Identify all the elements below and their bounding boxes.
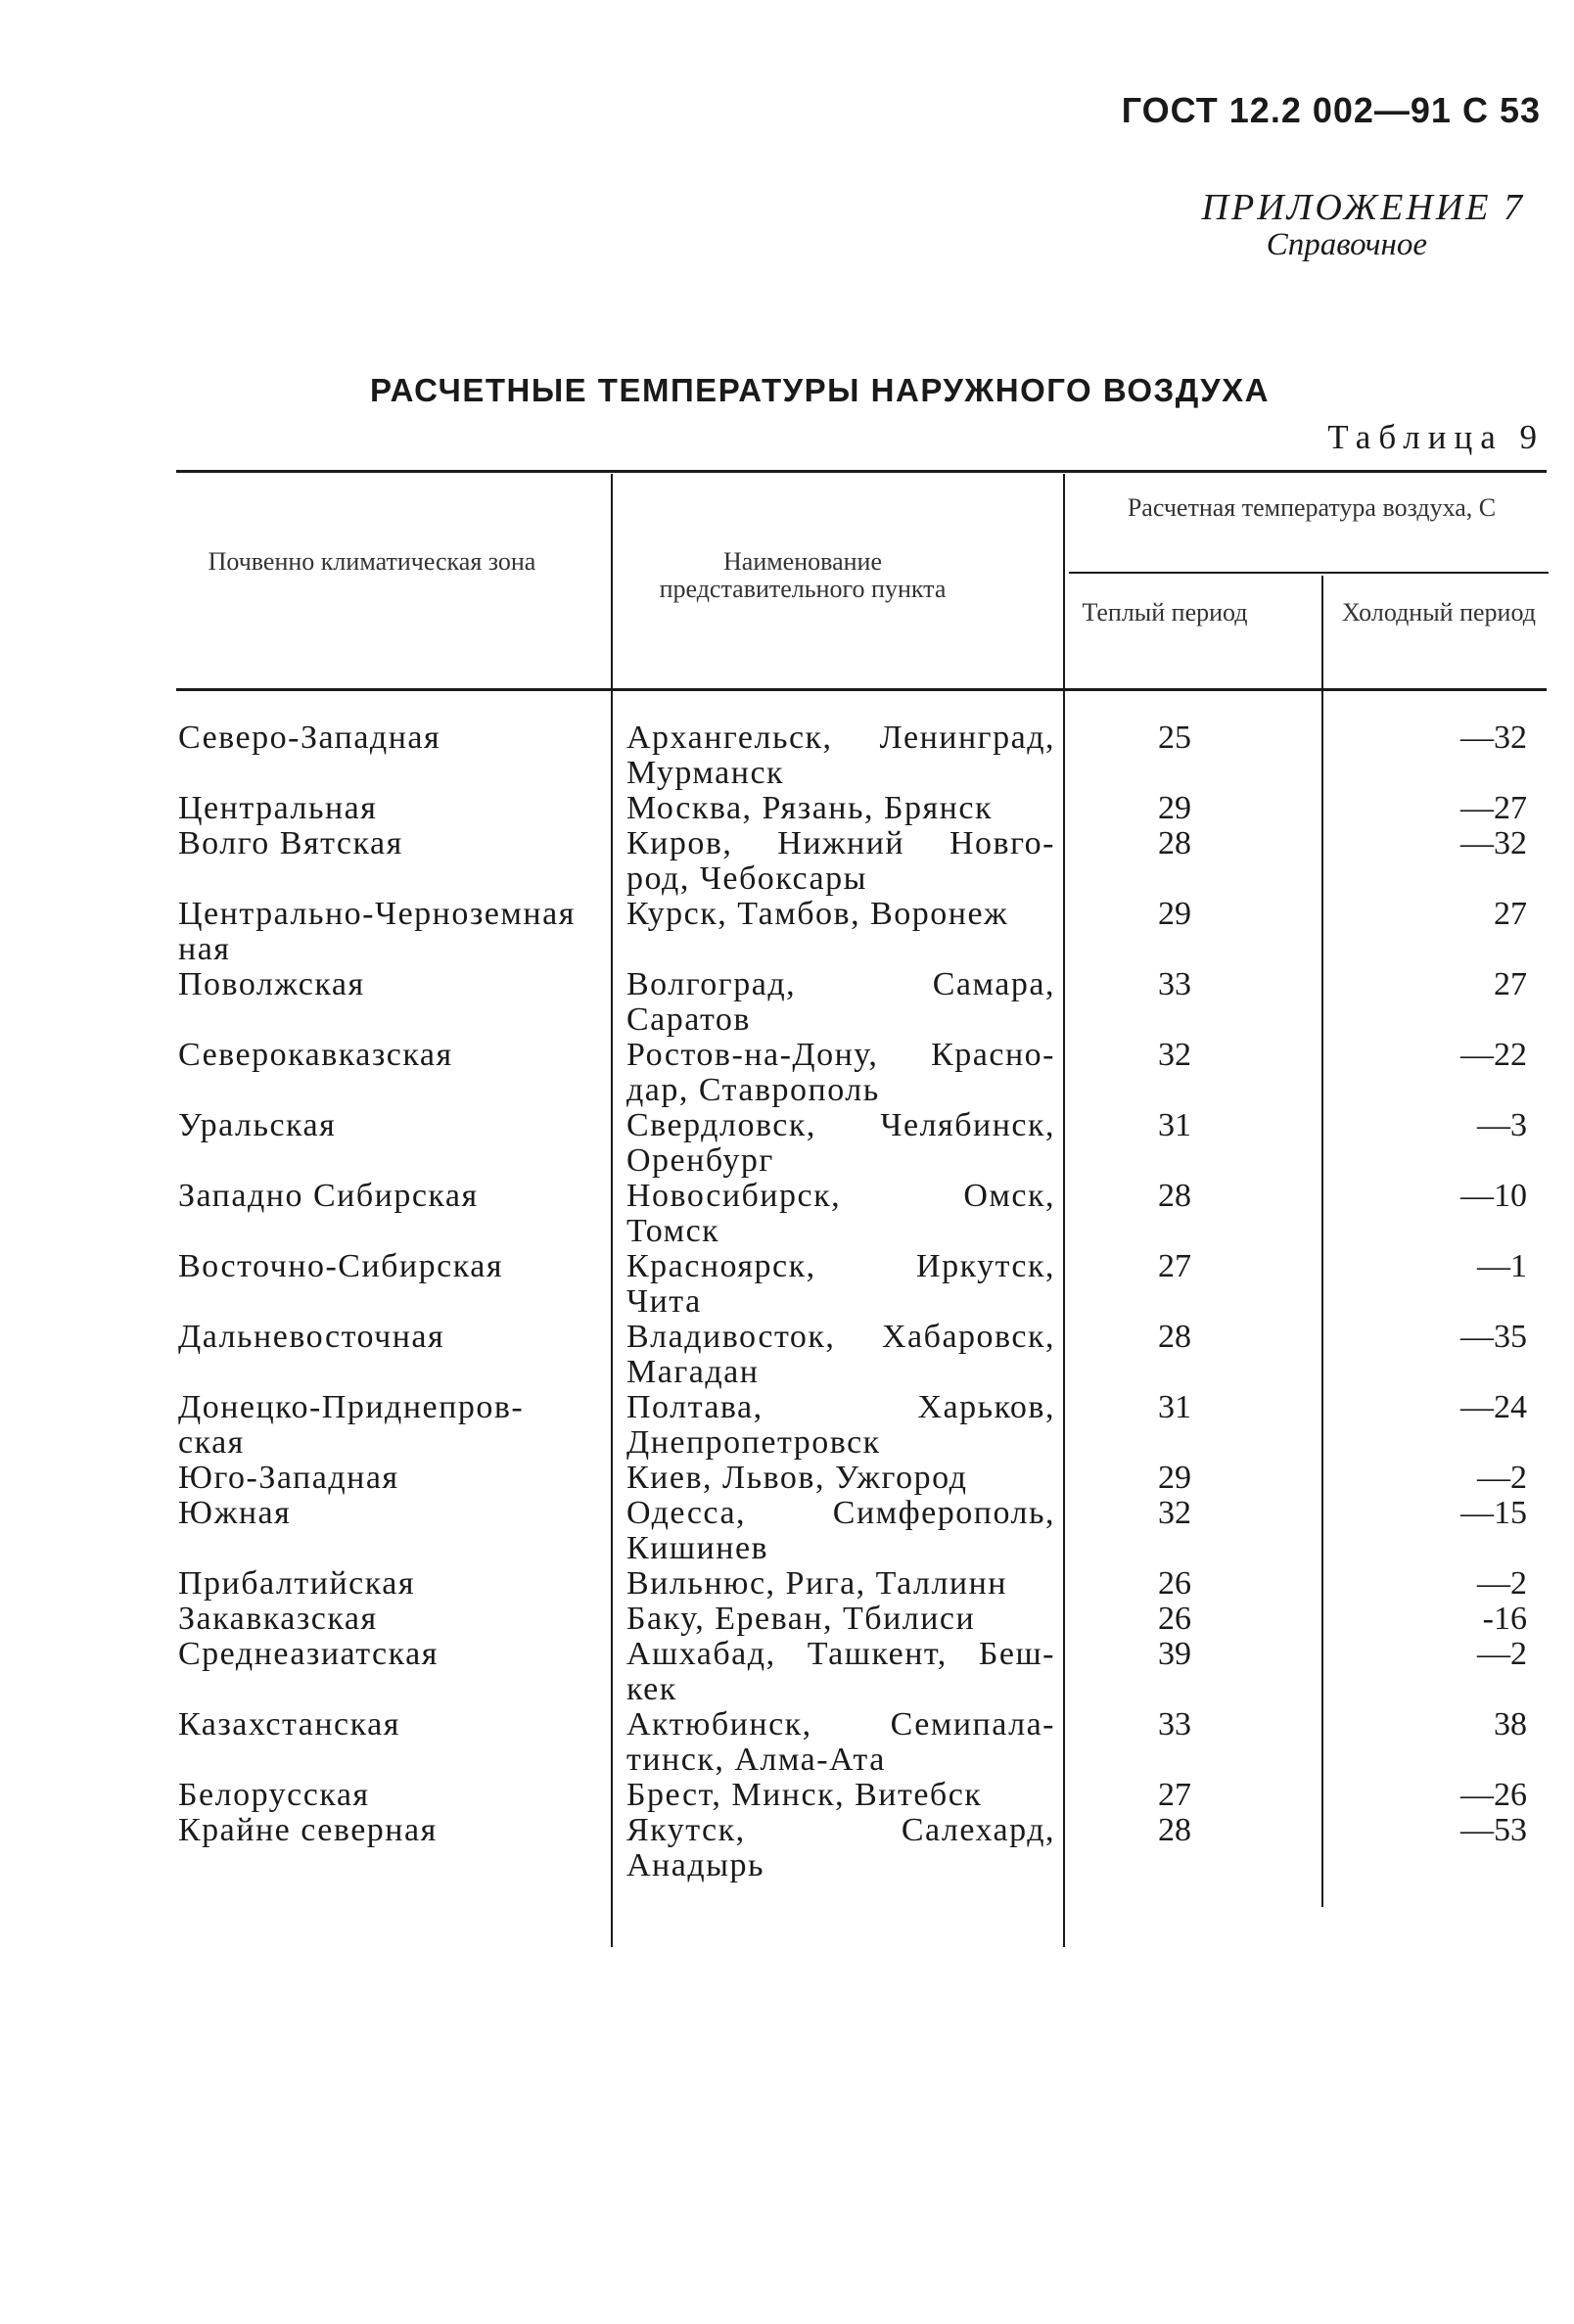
cell-point-line: Якутск, Салехард, — [626, 1812, 1055, 1848]
table-row — [0, 1778, 1574, 1813]
cell-point — [626, 1496, 1055, 1566]
cell-warm: 28 — [1158, 1319, 1191, 1355]
cell-warm: 29 — [1158, 790, 1191, 826]
table-row — [0, 1461, 1574, 1496]
cell-zone — [178, 1778, 589, 1813]
cell-zone-line: ская — [178, 1424, 245, 1461]
cell-warm: 26 — [1158, 1565, 1191, 1602]
cell-cold: —2 — [1477, 1460, 1527, 1496]
cell-point — [626, 1249, 1055, 1320]
cell-point — [626, 1637, 1055, 1707]
cell-zone-line: Юго-Западная — [178, 1460, 399, 1496]
cell-point-line: Свердловск, Челябинск, — [626, 1107, 1055, 1143]
cell-cold: —53 — [1460, 1812, 1527, 1848]
cell-point-line: Курск, Тамбов, Воронеж — [626, 896, 1009, 932]
cell-zone — [178, 1602, 589, 1637]
column-header-temperature: Расчетная температура воздуха, С — [1127, 493, 1497, 522]
cell-zone-line: Северо-Западная — [178, 720, 441, 756]
table-row — [0, 1249, 1574, 1320]
cell-warm: 28 — [1158, 1178, 1191, 1214]
table-row — [0, 720, 1574, 791]
cell-zone-line: Дальневосточная — [178, 1319, 445, 1355]
cell-zone-line: Среднеазиатская — [178, 1636, 439, 1672]
cell-zone — [178, 1637, 589, 1672]
cell-point — [626, 1778, 1055, 1813]
cell-point-line: Томск — [626, 1213, 720, 1249]
cell-zone-line: Центральная — [178, 790, 378, 826]
cell-zone — [178, 1496, 589, 1531]
table-header-bottom-rule — [176, 688, 1547, 691]
cell-zone — [178, 1566, 589, 1602]
cell-cold: —35 — [1460, 1319, 1527, 1355]
cell-zone — [178, 1108, 589, 1143]
cell-point-line: дар, Ставрополь — [626, 1072, 880, 1108]
cell-point-line: Владивосток, Хабаровск, — [626, 1319, 1055, 1355]
cell-zone-line: Волго Вятская — [178, 825, 403, 861]
cell-zone-line: Крайне северная — [178, 1812, 438, 1848]
cell-zone — [178, 791, 589, 826]
cell-warm: 31 — [1158, 1107, 1191, 1143]
cell-point — [626, 1390, 1055, 1461]
cell-point-line: кек — [626, 1671, 677, 1707]
table-row — [0, 1813, 1574, 1883]
cell-point-line: Киров, Нижний Новго- — [626, 825, 1055, 861]
column-header-zone: Почвенно климатическая зона — [208, 547, 536, 576]
cell-zone-line: Уральская — [178, 1107, 337, 1143]
cell-zone — [178, 1038, 589, 1073]
cell-warm: 26 — [1158, 1601, 1191, 1637]
table-top-rule — [176, 470, 1547, 473]
cell-point — [626, 1320, 1055, 1390]
cell-point-line: Ростов-на-Дону, Красно- — [626, 1037, 1055, 1073]
cell-point — [626, 1602, 1055, 1637]
cell-point-line: Брест, Минск, Витебск — [626, 1777, 983, 1813]
cell-zone-line: Закавказская — [178, 1601, 378, 1637]
cell-point — [626, 1566, 1055, 1602]
cell-cold: —2 — [1477, 1636, 1527, 1672]
cell-zone-line: Центрально-Черноземная — [178, 896, 576, 932]
cell-zone-line: Восточно-Сибирская — [178, 1248, 503, 1284]
cell-cold: 27 — [1494, 966, 1527, 1002]
cell-zone-line: ная — [178, 931, 231, 967]
cell-zone — [178, 1461, 589, 1496]
cell-point — [626, 1461, 1055, 1496]
cell-point — [626, 1179, 1055, 1249]
column-header-point: Наименование представительного пункта — [659, 547, 947, 603]
cell-zone-line: Прибалтийская — [178, 1565, 415, 1602]
cell-point-line: Красноярск, Иркутск, — [626, 1248, 1055, 1284]
table-row — [0, 791, 1574, 826]
cell-point-line: Мурманск — [626, 755, 785, 791]
cell-zone — [178, 897, 589, 967]
table-row — [0, 1602, 1574, 1637]
cell-point-line: Полтава, Харьков, — [626, 1389, 1055, 1425]
cell-point-line: Актюбинск, Семипала- — [626, 1706, 1055, 1743]
cell-warm: 28 — [1158, 1812, 1191, 1848]
column-header-cold: Холодный период — [1342, 598, 1536, 627]
cell-cold: —27 — [1460, 790, 1527, 826]
cell-point-line: Анадырь — [626, 1847, 764, 1883]
page-header: ГОСТ 12.2 002—91 С 53 — [1121, 90, 1541, 130]
table-row — [0, 1496, 1574, 1566]
cell-cold: —15 — [1460, 1495, 1527, 1531]
table-row — [0, 1390, 1574, 1461]
cell-zone — [178, 1813, 589, 1848]
cell-zone-line: Поволжская — [178, 966, 365, 1002]
cell-warm: 29 — [1158, 1460, 1191, 1496]
cell-point-line: Баку, Ереван, Тбилиси — [626, 1601, 976, 1637]
cell-warm: 28 — [1158, 825, 1191, 861]
cell-warm: 32 — [1158, 1037, 1191, 1073]
table-row — [0, 1108, 1574, 1179]
cell-cold: —26 — [1460, 1777, 1527, 1813]
cell-point-line: Волгоград, Самара, — [626, 966, 1055, 1002]
cell-zone — [178, 720, 589, 756]
cell-point-line: Оренбург — [626, 1142, 774, 1179]
table-row — [0, 897, 1574, 967]
cell-point-line: Вильнюс, Рига, Таллинн — [626, 1565, 1008, 1602]
cell-zone — [178, 967, 589, 1002]
cell-zone — [178, 1707, 589, 1743]
cell-cold: —2 — [1477, 1565, 1527, 1602]
cell-cold: —3 — [1477, 1107, 1527, 1143]
table-row — [0, 1038, 1574, 1108]
cell-warm: 33 — [1158, 966, 1191, 1002]
cell-point-line: Кишинев — [626, 1530, 769, 1566]
cell-cold: —32 — [1460, 825, 1527, 861]
cell-cold: 38 — [1494, 1706, 1527, 1743]
cell-point — [626, 720, 1055, 791]
table-row — [0, 1637, 1574, 1707]
cell-point-line: тинск, Алма-Ата — [626, 1742, 886, 1778]
cell-point-line: Новосибирск, Омск, — [626, 1178, 1055, 1214]
cell-zone — [178, 826, 589, 861]
table-row — [0, 826, 1574, 897]
cell-point-line: Чита — [626, 1283, 702, 1320]
cell-point-line: Одесса, Симферополь, — [626, 1495, 1055, 1531]
cell-zone-line: Белорусская — [178, 1777, 370, 1813]
cell-warm: 32 — [1158, 1495, 1191, 1531]
cell-cold: 27 — [1494, 896, 1527, 932]
cell-point-line: род, Чебоксары — [626, 860, 867, 897]
cell-zone — [178, 1179, 589, 1214]
cell-zone-line: Западно Сибирская — [178, 1178, 479, 1214]
cell-warm: 27 — [1158, 1777, 1191, 1813]
cell-cold: —10 — [1460, 1178, 1527, 1214]
cell-zone-line: Южная — [178, 1495, 292, 1531]
column-header-warm: Теплый период — [1082, 598, 1248, 627]
table-row — [0, 1179, 1574, 1249]
cell-cold: -16 — [1482, 1601, 1527, 1637]
cell-point — [626, 897, 1055, 932]
cell-zone-line: Донецко-Приднепров- — [178, 1389, 525, 1425]
cell-zone — [178, 1390, 589, 1461]
cell-cold: —24 — [1460, 1389, 1527, 1425]
cell-zone — [178, 1320, 589, 1355]
cell-point — [626, 1038, 1055, 1108]
cell-warm: 27 — [1158, 1248, 1191, 1284]
cell-point — [626, 967, 1055, 1038]
cell-warm: 25 — [1158, 720, 1191, 756]
cell-zone-line: Казахстанская — [178, 1706, 400, 1743]
table-row — [0, 1566, 1574, 1602]
cell-point-line: Днепропетровск — [626, 1424, 881, 1461]
cell-point — [626, 1108, 1055, 1179]
table-body — [0, 720, 1574, 1883]
cell-point — [626, 791, 1055, 826]
table-label: Таблица 9 — [1327, 418, 1545, 456]
cell-point-line: Киев, Львов, Ужгород — [626, 1460, 968, 1496]
table-row — [0, 1320, 1574, 1390]
cell-warm: 29 — [1158, 896, 1191, 932]
cell-point-line: Архангельск, Ленинград, — [626, 720, 1055, 756]
cell-point — [626, 1707, 1055, 1778]
appendix-title: ПРИЛОЖЕНИЕ 7 — [1201, 187, 1525, 228]
table-row — [0, 1707, 1574, 1778]
table-temp-group-rule — [1069, 572, 1549, 574]
cell-point — [626, 826, 1055, 897]
cell-point-line: Саратов — [626, 1001, 751, 1038]
cell-warm: 31 — [1158, 1389, 1191, 1425]
appendix-subtitle: Справочное — [1266, 227, 1427, 262]
document-title: РАСЧЕТНЫЕ ТЕМПЕРАТУРЫ НАРУЖНОГО ВОЗДУХА — [370, 372, 1270, 408]
cell-cold: —22 — [1460, 1037, 1527, 1073]
cell-point — [626, 1813, 1055, 1883]
cell-zone — [178, 1249, 589, 1284]
cell-point-line: Москва, Рязань, Брянск — [626, 790, 993, 826]
cell-cold: —1 — [1477, 1248, 1527, 1284]
cell-point-line: Магадан — [626, 1354, 760, 1390]
table-row — [0, 967, 1574, 1038]
cell-warm: 39 — [1158, 1636, 1191, 1672]
cell-zone-line: Северокавказская — [178, 1037, 453, 1073]
cell-cold: —32 — [1460, 720, 1527, 756]
cell-point-line: Ашхабад, Ташкент, Беш- — [626, 1636, 1055, 1672]
cell-warm: 33 — [1158, 1706, 1191, 1743]
